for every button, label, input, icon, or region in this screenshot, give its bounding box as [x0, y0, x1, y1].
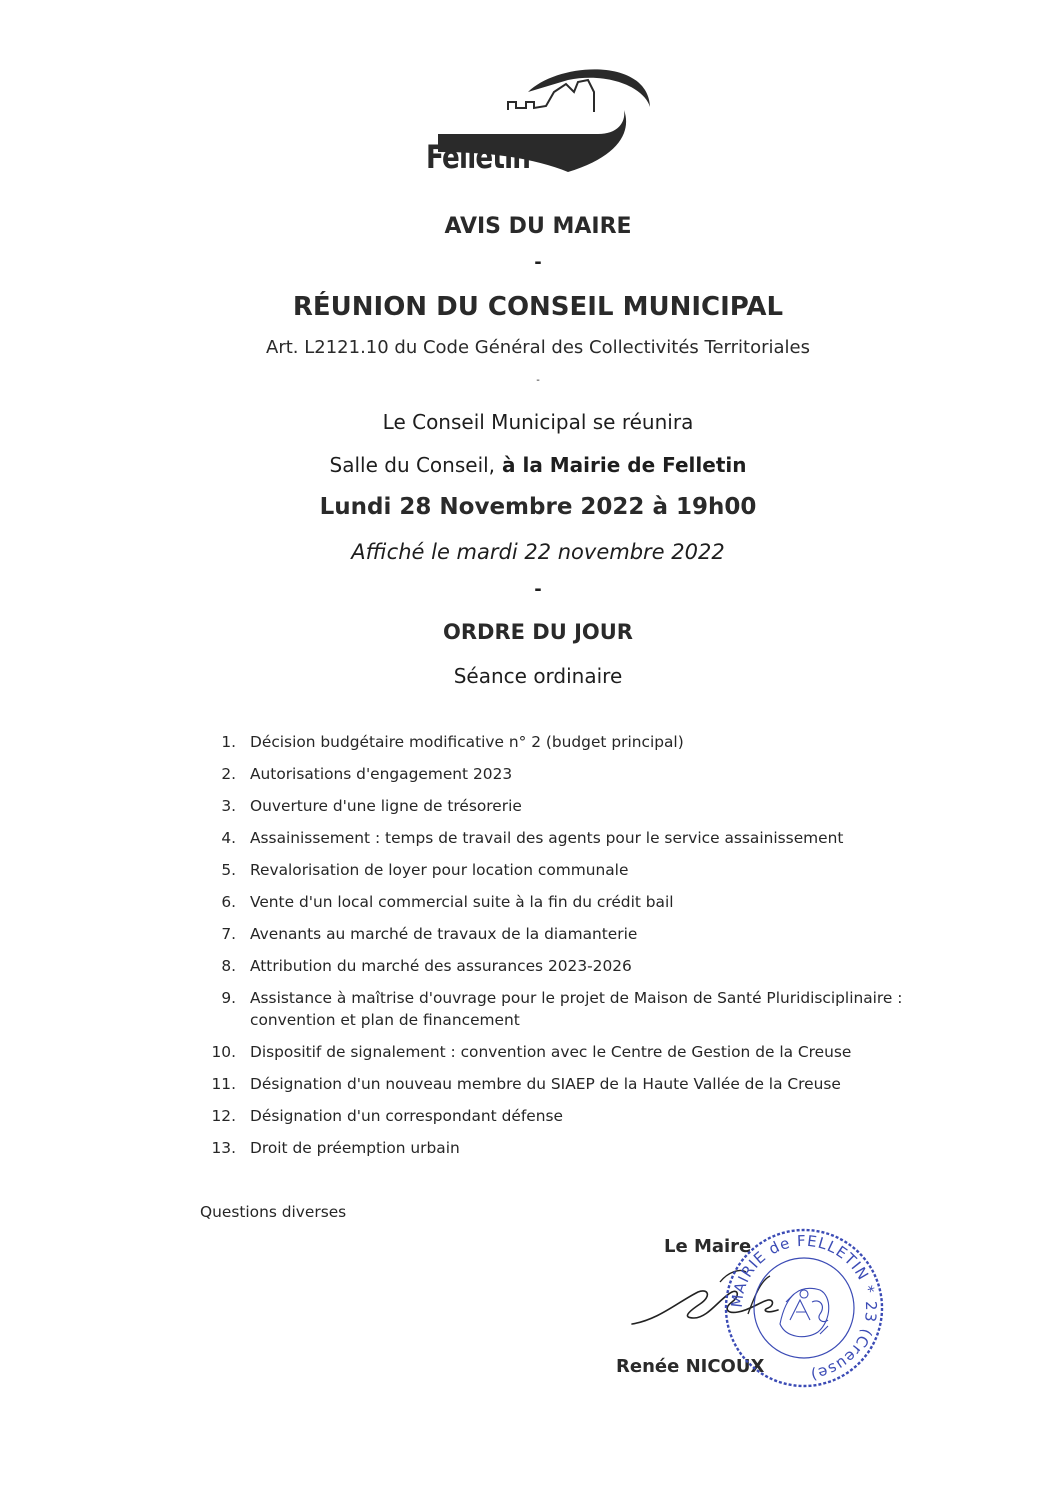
meeting-place [0, 453, 1058, 477]
agenda-item-number: 4. [221, 829, 236, 847]
agenda-item [200, 1137, 960, 1159]
meeting-place-location: à la Mairie de Felletin [495, 453, 747, 477]
agenda-item-text: Désignation d'un correspondant défense [250, 1107, 563, 1125]
agenda-item-text: Avenants au marché de travaux de la diamanterie [250, 925, 638, 943]
misc-questions: Questions diverses [200, 1203, 347, 1221]
agenda-item-text: Décision budgétaire modificative n° 2 (budget principal) [250, 733, 684, 751]
agenda-item-text: Ouverture d'une ligne de trésorerie [250, 797, 522, 815]
agenda-item [200, 1041, 960, 1063]
agenda-item-text: Dispositif de signalement : convention avec le Centre de Gestion de la Creuse [250, 1043, 852, 1061]
agenda-title: ORDRE DU JOUR [443, 620, 633, 644]
agenda-item-text: Revalorisation de loyer pour location communale [250, 861, 629, 879]
agenda-item-text: Autorisations d'engagement 2023 [250, 765, 513, 783]
separator-dash: - [536, 375, 540, 386]
stamp-text: MAIRIE de FELLETIN * 23 (Creuse) [727, 1231, 881, 1384]
agenda-item-text: Vente d'un local commercial suite à la fin du crédit bail [250, 893, 674, 911]
agenda-item [200, 955, 960, 977]
agenda-list [200, 731, 960, 1169]
agenda-item-number: 6. [221, 893, 236, 911]
agenda-item-text: Attribution du marché des assurances 2023-2026 [250, 957, 632, 975]
signatory-title: Le Maire [664, 1236, 752, 1257]
agenda-item-number: 2. [221, 765, 236, 783]
posting-date: Affiché le mardi 22 novembre 2022 [351, 540, 725, 564]
agenda-item-number: 5. [221, 861, 236, 879]
page-title: RÉUNION DU CONSEIL MUNICIPAL [292, 292, 784, 322]
agenda-item-text: Assainissement : temps de travail des agents pour le service assainissement [250, 829, 844, 847]
agenda-item-number: 3. [221, 797, 236, 815]
agenda-item [200, 827, 960, 849]
separator-dash: - [534, 579, 542, 600]
agenda-item-number: 13. [211, 1139, 236, 1157]
agenda-item-number: 11. [211, 1075, 236, 1093]
agenda-item [200, 923, 960, 945]
session-type: Séance ordinaire [453, 664, 623, 688]
agenda-item-number: 8. [221, 957, 236, 975]
agenda-item [200, 795, 960, 817]
mairie-stamp [720, 1224, 888, 1392]
agenda-item [200, 731, 960, 753]
legal-reference: Art. L2121.10 du Code Général des Collectivités Territoriales [266, 337, 810, 358]
separator-dash: - [534, 252, 542, 273]
meeting-date: Lundi 28 Novembre 2022 à 19h00 [319, 494, 757, 520]
meeting-place-prefix: Salle du Conseil, [329, 453, 496, 477]
notice-heading: AVIS DU MAIRE [444, 214, 632, 239]
logo-wordmark: Felletin [426, 138, 531, 176]
agenda-item-text: Droit de préemption urbain [250, 1139, 460, 1157]
agenda-item-number: 12. [211, 1107, 236, 1125]
agenda-item-text: Désignation d'un nouveau membre du SIAEP de la Haute Vallée de la Creuse [250, 1075, 841, 1093]
agenda-item-number: 7. [221, 925, 236, 943]
agenda-item [200, 1105, 960, 1127]
agenda-item [200, 859, 960, 881]
agenda-item [200, 763, 960, 785]
agenda-item [200, 987, 960, 1031]
agenda-item-number: 10. [211, 1043, 236, 1061]
agenda-item [200, 891, 960, 913]
agenda-item-number: 1. [221, 733, 236, 751]
agenda-item-number: 9. [221, 989, 236, 1007]
signatory-name: Renée NICOUX [616, 1356, 765, 1377]
agenda-item [200, 1073, 960, 1095]
meeting-intro: Le Conseil Municipal se réunira [382, 410, 694, 434]
agenda-item-text: Assistance à maîtrise d'ouvrage pour le projet de Maison de Santé Pluridisciplinaire : convention et plan de financement [250, 989, 903, 1029]
